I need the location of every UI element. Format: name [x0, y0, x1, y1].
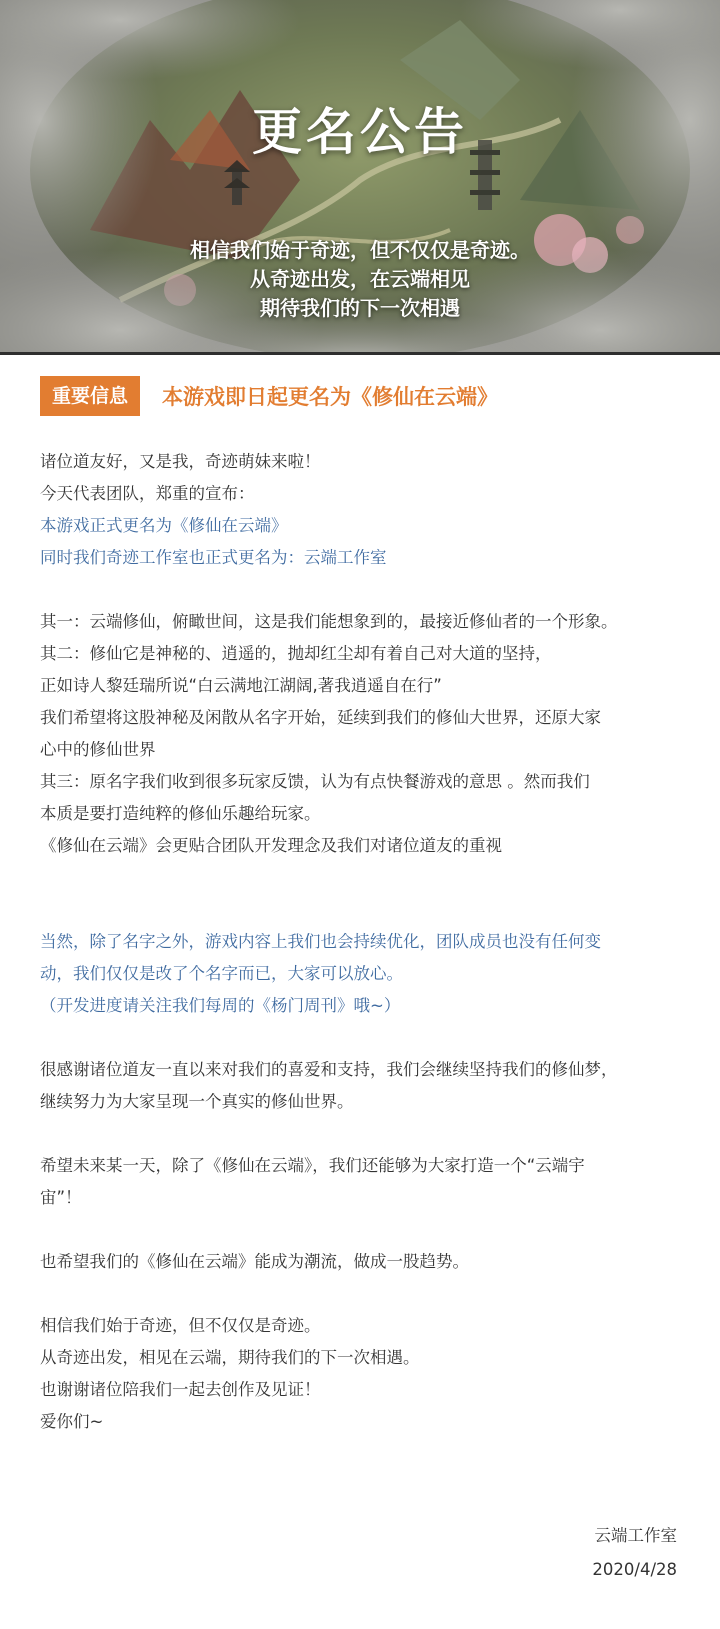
body-line: 其三：原名字我们收到很多玩家反馈，认为有点快餐游戏的意思 。然而我们: [40, 772, 590, 791]
body-line: 从奇迹出发，相见在云端，期待我们的下一次相遇。: [40, 1348, 420, 1367]
banner-subtitle-line-1: 相信我们始于奇迹，但不仅仅是奇迹。: [190, 238, 530, 262]
body-line: 其一：云端修仙，俯瞰世间，这是我们能想象到的，最接近修仙者的一个形象。: [40, 612, 618, 631]
body-line: 正如诗人黎廷瑞所说“白云满地江湖阔,著我逍遥自在行”: [40, 676, 442, 695]
body-line: 《修仙在云端》会更贴合团队开发理念及我们对诸位道友的重视: [40, 836, 502, 855]
banner-divider: [0, 352, 720, 355]
body-line: 宙”！: [40, 1188, 82, 1207]
paragraph-gap: [40, 1118, 685, 1150]
paragraph-gap: [40, 1022, 685, 1054]
body-line: 继续努力为大家呈现一个真实的修仙世界。: [40, 1092, 354, 1111]
body-line: 相信我们始于奇迹，但不仅仅是奇迹。: [40, 1316, 321, 1335]
announcement-date: 2020/4/28: [592, 1560, 677, 1579]
body-line: 我们希望将这股神秘及闲散从名字开始，延续到我们的修仙大世界，还原大家: [40, 708, 601, 727]
body-line: 本质是要打造纯粹的修仙乐趣给玩家。: [40, 804, 321, 823]
body-line-highlight: （开发进度请关注我们每周的《杨门周刊》哦~）: [40, 996, 401, 1015]
body-line-highlight: 动，我们仅仅是改了个名字而已，大家可以放心。: [40, 964, 403, 983]
body-line: 心中的修仙世界: [40, 740, 156, 759]
body-line: 也希望我们的《修仙在云端》能成为潮流，做成一股趋势。: [40, 1252, 469, 1271]
paragraph-gap: [40, 1278, 685, 1310]
paragraph-gap: [40, 574, 685, 606]
body-line-highlight: 同时我们奇迹工作室也正式更名为：云端工作室: [40, 548, 387, 567]
body-line: 很感谢诸位道友一直以来对我们的喜爱和支持，我们会继续坚持我们的修仙梦，: [40, 1060, 618, 1079]
banner-title: 更名公告: [252, 102, 468, 161]
announcement-body: [40, 446, 685, 1438]
important-info-row: [40, 376, 498, 416]
paragraph-gap: [40, 1214, 685, 1246]
studio-name: 云端工作室: [594, 1526, 677, 1545]
body-line: 爱你们~: [40, 1412, 104, 1431]
body-line: 今天代表团队，郑重的宣布：: [40, 484, 255, 503]
body-line: 也谢谢诸位陪我们一起去创作及见证！: [40, 1380, 321, 1399]
body-line-highlight: 当然，除了名字之外，游戏内容上我们也会持续优化，团队成员也没有任何变: [40, 932, 601, 951]
body-line: 希望未来某一天，除了《修仙在云端》，我们还能够为大家打造一个“云端宇: [40, 1156, 585, 1175]
paragraph-gap: [40, 862, 685, 926]
signature-block: [592, 1519, 677, 1587]
banner-subtitle-line-3: 期待我们的下一次相遇: [260, 296, 460, 320]
body-line-highlight: 本游戏正式更名为《修仙在云端》: [40, 516, 288, 535]
banner-subtitle-line-2: 从奇迹出发，在云端相见: [250, 267, 470, 291]
header-banner: [0, 0, 720, 352]
important-info-badge: 重要信息: [40, 376, 140, 416]
body-line: 其二：修仙它是神秘的、逍遥的，抛却红尘却有着自己对大道的坚持，: [40, 644, 552, 663]
body-line: 诸位道友好，又是我，奇迹萌妹来啦！: [40, 452, 321, 471]
rename-headline: 本游戏即日起更名为《修仙在云端》: [162, 384, 499, 409]
